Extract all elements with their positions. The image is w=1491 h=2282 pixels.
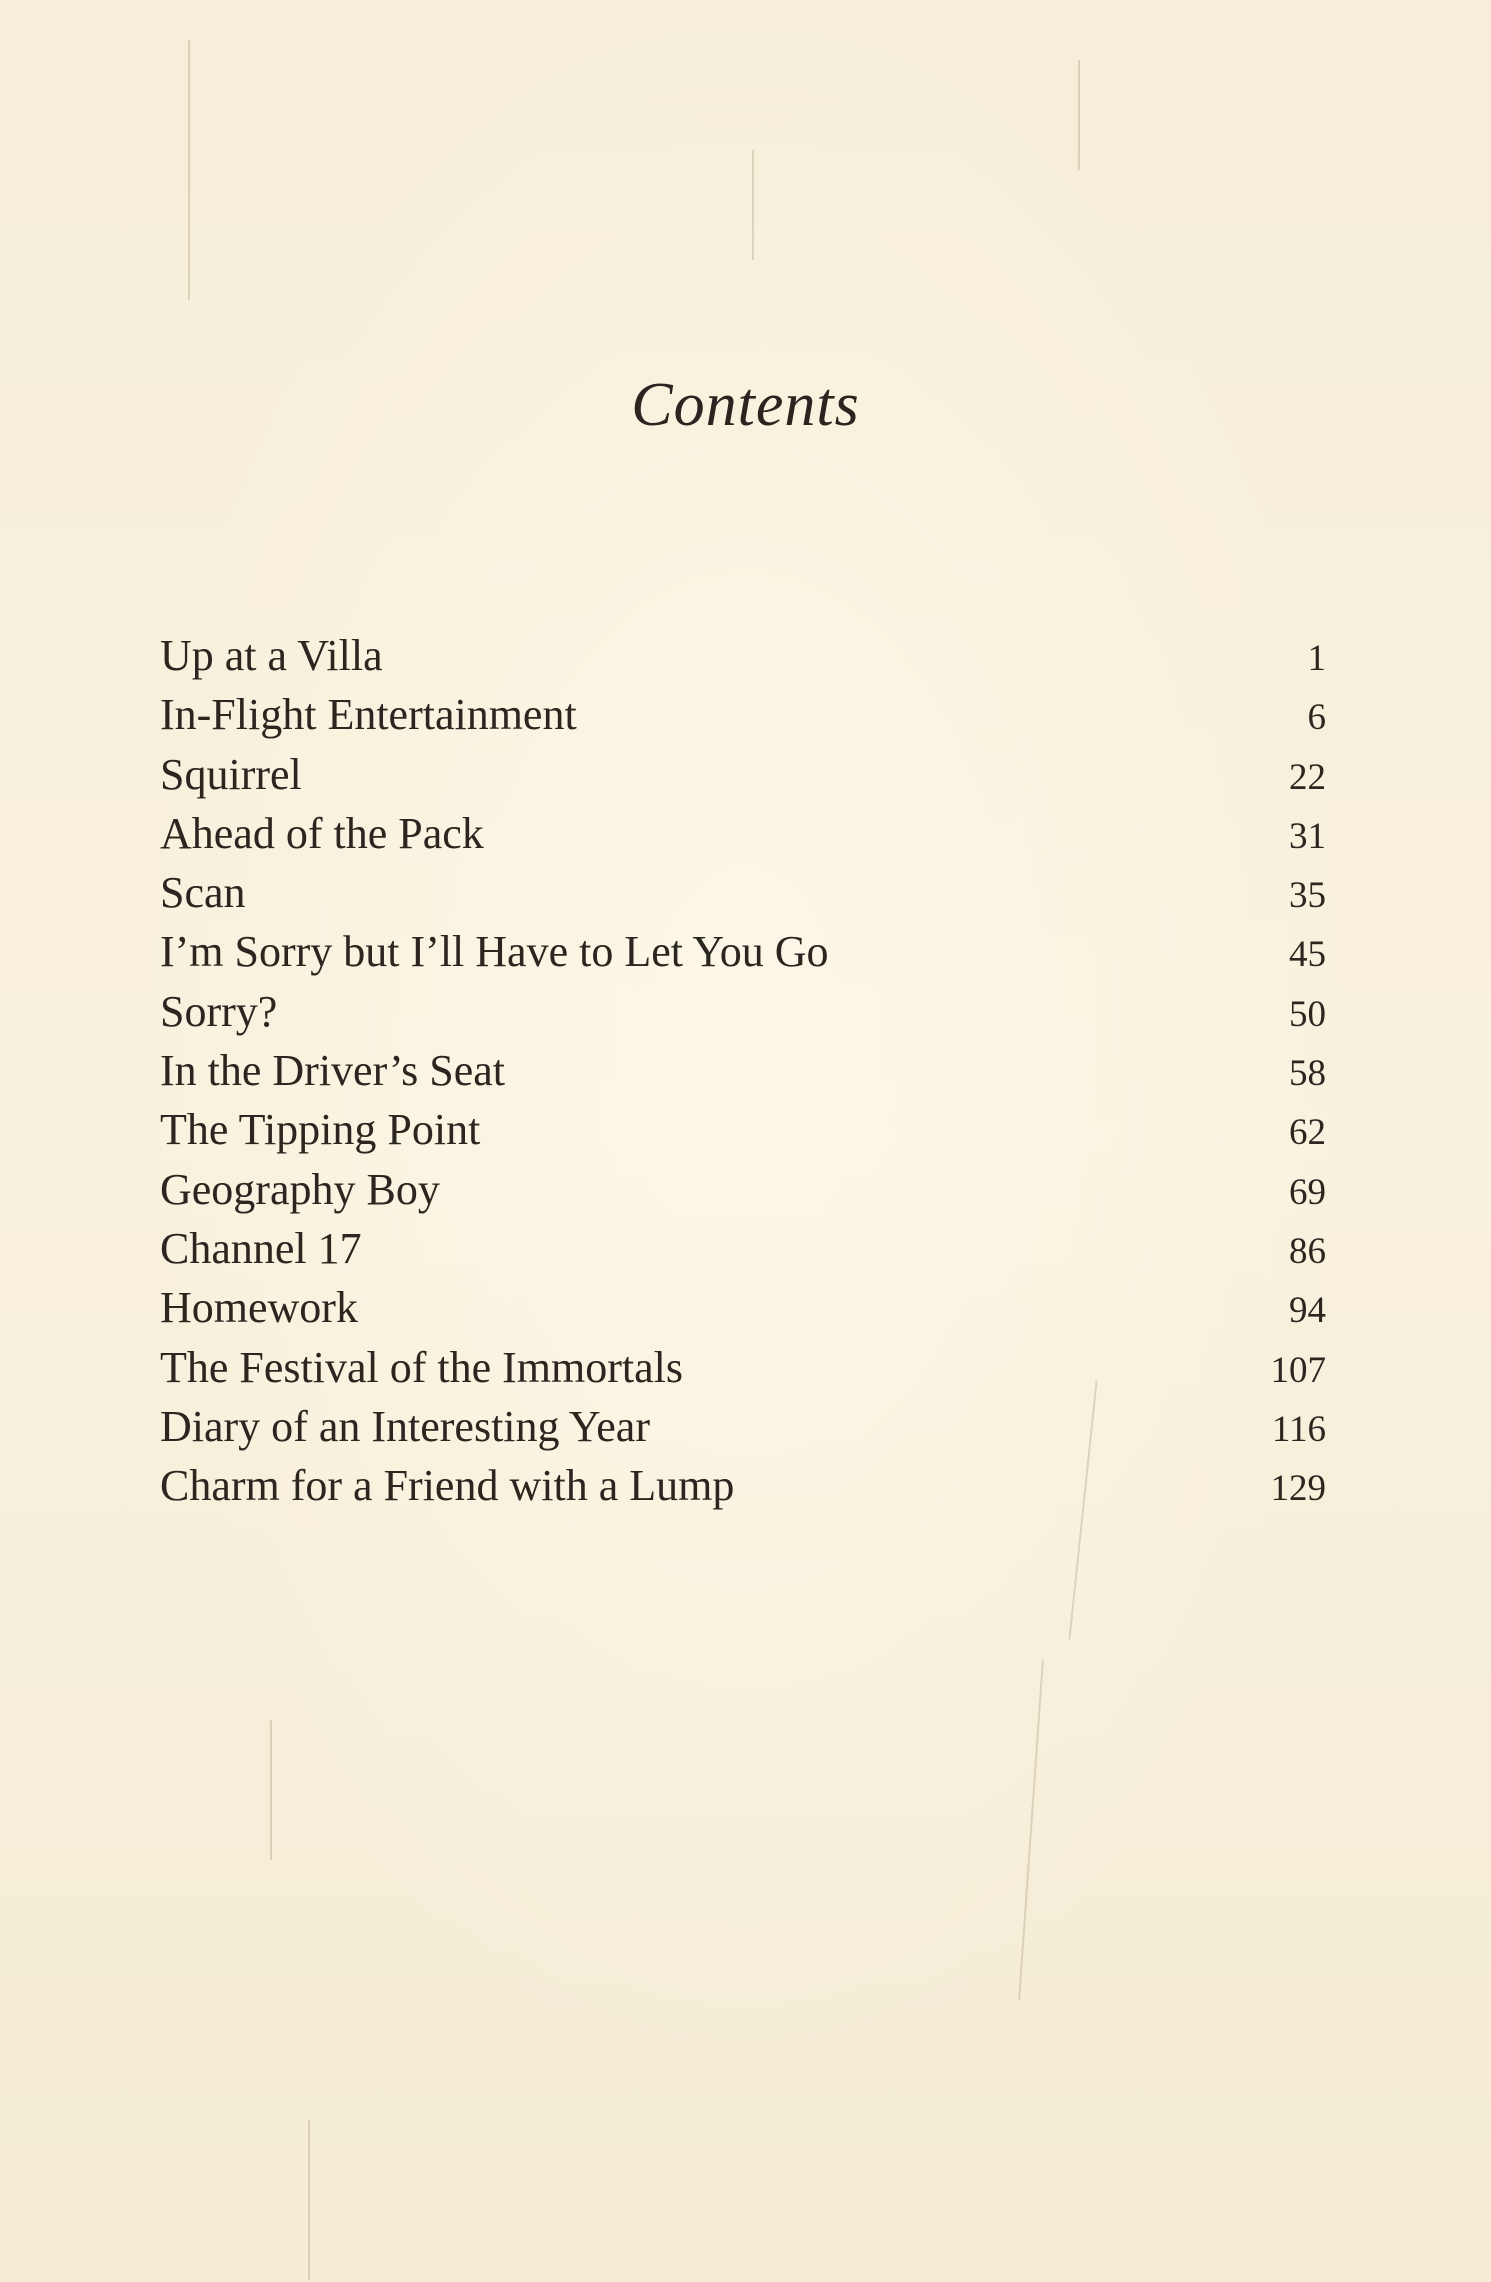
toc-entry (160, 1160, 1326, 1219)
toc-entry-page-number: 45 (1289, 934, 1326, 976)
toc-entry-page-number: 107 (1270, 1349, 1326, 1391)
paper-crease (752, 150, 754, 260)
toc-entry-page-number: 58 (1289, 1053, 1326, 1095)
toc-entry-page-number: 129 (1270, 1468, 1326, 1510)
toc-entry (160, 863, 1326, 922)
toc-entry-title: Sorry? (160, 986, 278, 1036)
toc-entry-page-number: 86 (1289, 1230, 1326, 1272)
toc-entry (160, 1338, 1326, 1397)
toc-entry (160, 1456, 1326, 1515)
toc-entry-title: I’m Sorry but I’ll Have to Let You Go (160, 927, 829, 977)
toc-entry (160, 1041, 1326, 1100)
toc-entry (160, 745, 1326, 804)
toc-entry-page-number: 62 (1289, 1112, 1326, 1154)
toc-entry-title: Scan (160, 868, 246, 918)
toc-entry-page-number: 116 (1271, 1408, 1326, 1450)
toc-entry (160, 1219, 1326, 1278)
toc-entry (160, 804, 1326, 863)
toc-entry (160, 1397, 1326, 1456)
toc-entry (160, 685, 1326, 744)
toc-entry (160, 982, 1326, 1041)
toc-entry-page-number: 69 (1289, 1171, 1326, 1213)
toc-entry (160, 1100, 1326, 1159)
paper-crease (188, 40, 190, 300)
paper-crease (1018, 1660, 1044, 1999)
toc-entry-title: Squirrel (160, 749, 302, 799)
toc-entry-title: In-Flight Entertainment (160, 690, 577, 740)
paper-crease (1078, 60, 1080, 170)
contents-heading: Contents (631, 371, 860, 439)
toc-entry-page-number: 1 (1307, 638, 1326, 679)
toc-entry (160, 922, 1326, 981)
toc-entry-page-number: 94 (1289, 1290, 1326, 1332)
toc-entry-page-number: 50 (1289, 993, 1326, 1035)
toc-entry-title: Charm for a Friend with a Lump (160, 1461, 735, 1511)
toc-entry-title: Homework (160, 1283, 358, 1333)
toc-entry-title: Channel 17 (160, 1223, 362, 1273)
toc-entry-page-number: 6 (1307, 697, 1326, 739)
toc-entry-title: Up at a Villa (160, 631, 383, 680)
toc-entry-page-number: 22 (1289, 756, 1326, 798)
toc-entry-title: Ahead of the Pack (160, 808, 484, 858)
paper-crease (308, 2120, 310, 2280)
toc-entry-title: Diary of an Interesting Year (160, 1401, 650, 1451)
toc-entry (160, 626, 1326, 685)
toc-entry-title: The Festival of the Immortals (160, 1342, 683, 1392)
paper-crease (270, 1720, 272, 1860)
toc-entry-title: In the Driver’s Seat (160, 1046, 505, 1096)
toc-entry (160, 1278, 1326, 1337)
toc-entry-page-number: 35 (1289, 875, 1326, 917)
toc-entry-title: The Tipping Point (160, 1105, 481, 1155)
toc-entry-page-number: 31 (1289, 815, 1326, 857)
toc-entry-title: Geography Boy (160, 1164, 440, 1214)
table-of-contents (160, 626, 1326, 1515)
